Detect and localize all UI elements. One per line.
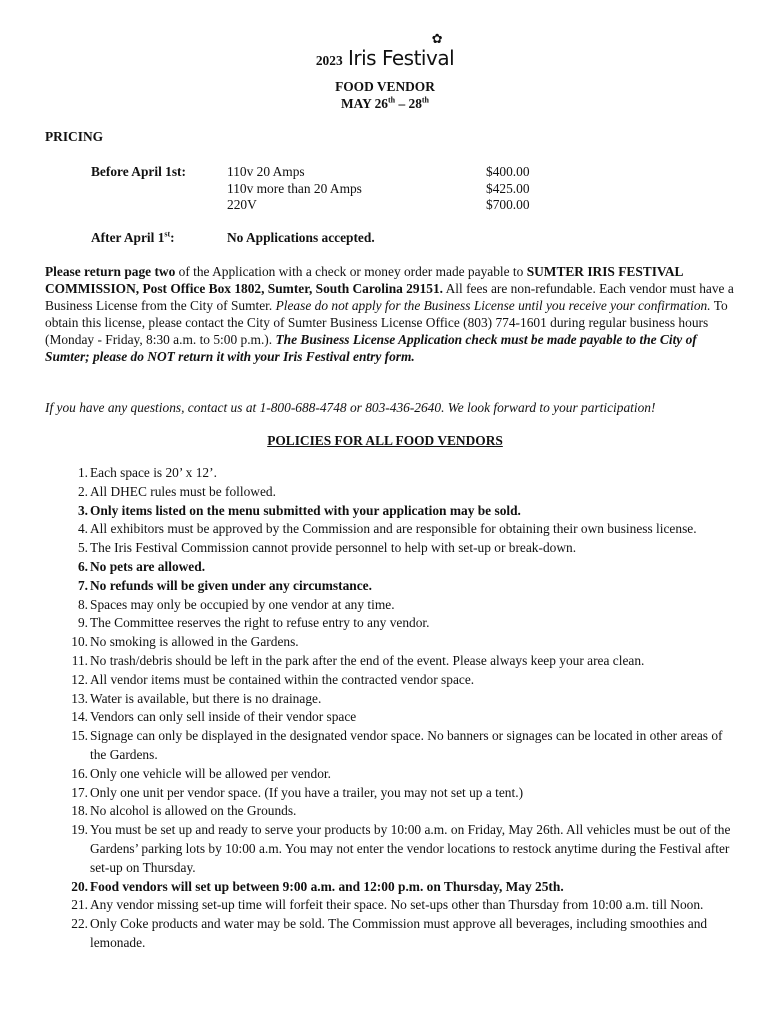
policy-text: Only items listed on the menu submitted with your application may be sold.: [90, 502, 521, 518]
iris-flower-icon: ✿: [431, 32, 443, 47]
policy-item: [45, 690, 735, 709]
para-text: of the Application with a check or money order made payable to: [175, 264, 527, 279]
policy-item: [45, 558, 735, 577]
policy-text: All exhibitors must be approved by the Commission and are responsible for obtaining their own business license.: [90, 521, 697, 537]
after-april-label: [91, 230, 175, 246]
policy-number: 5.: [77, 540, 88, 556]
policy-item: [45, 596, 735, 615]
policy-number: 14.: [71, 709, 88, 725]
dates-start: MAY 26: [340, 96, 388, 111]
policy-text: No trash/debris should be left in the park after the end of the event. Please always keep your area clean.: [90, 652, 645, 668]
policy-item: [45, 633, 735, 652]
header-year: 2023: [315, 53, 343, 68]
policy-item: [45, 765, 735, 784]
header-subtitle: FOOD VENDOR: [335, 79, 435, 94]
policy-number: 20.: [71, 878, 88, 894]
policy-item: [45, 802, 735, 821]
policy-text: Only one vehicle will be allowed per vendor.: [90, 765, 331, 781]
policy-item: [45, 878, 735, 897]
price-item-amount: $700.00: [486, 197, 530, 212]
dates-end: – 28: [395, 96, 422, 111]
policy-text: No alcohol is allowed on the Grounds.: [90, 803, 297, 819]
pricing-heading: PRICING: [45, 129, 104, 144]
policy-number: 18.: [71, 803, 88, 819]
policy-item: [45, 784, 735, 803]
policy-number: 1.: [77, 465, 88, 480]
policy-item: [45, 577, 735, 596]
policy-number: 6.: [77, 558, 88, 574]
policy-number: 16.: [71, 765, 88, 781]
policy-number: 7.: [77, 577, 88, 593]
price-item-desc: 110v 20 Amps: [227, 164, 305, 179]
policy-number: 4.: [77, 521, 88, 537]
policy-number: 21.: [71, 897, 88, 913]
policies-list: [45, 464, 735, 953]
policy-text: No pets are allowed.: [90, 558, 206, 574]
policy-number: 10.: [71, 634, 88, 650]
policy-item: [45, 539, 735, 558]
after-label-colon: :: [170, 230, 175, 245]
policy-number: 3.: [77, 502, 88, 518]
policy-number: 15.: [71, 728, 88, 744]
payee-address: SUMTER IRIS FESTIVAL COMMISSION, Post Office Box 1802, Sumter, South Carolina 29151.: [45, 264, 683, 296]
policy-number: 22.: [71, 916, 88, 932]
policy-text: All DHEC rules must be followed.: [90, 483, 276, 499]
policy-item: [45, 821, 735, 877]
license-note: Please do not apply for the Business License until you receive your confirmation.: [275, 298, 711, 313]
policy-text: Only one unit per vendor space. (If you have a trailer, you may not set up a tent.): [90, 784, 524, 800]
after-label-text: After April 1: [91, 230, 165, 245]
policy-item: [45, 483, 735, 502]
policy-item: [45, 708, 735, 727]
header-title: [0, 32, 770, 70]
policy-number: 9.: [77, 615, 88, 631]
policy-item: [45, 464, 735, 483]
policy-text: The Iris Festival Commission cannot provide personnel to help with set-up or break-down.: [90, 540, 577, 556]
policy-item: [45, 652, 735, 671]
policy-item: [45, 614, 735, 633]
policy-text: Water is available, but there is no drainage.: [90, 690, 322, 706]
policy-item: [45, 915, 735, 953]
contact-paragraph: If you have any questions, contact us at 1-800-688-4748 or 803-436-2640. We look forward to your participation!: [45, 400, 656, 415]
policy-number: 19.: [71, 822, 88, 838]
price-item-desc: 110v more than 20 Amps: [227, 180, 362, 196]
policy-text: Food vendors will set up between 9:00 a.m. and 12:00 p.m. on Thursday, May 25th.: [90, 878, 564, 894]
policy-number: 2.: [77, 483, 88, 499]
price-amounts: [486, 164, 530, 214]
policy-number: 17.: [71, 784, 88, 800]
policy-number: 11.: [71, 652, 88, 668]
policy-item: [45, 502, 735, 521]
policy-text: Any vendor missing set-up time will forfeit their space. No set-ups other than Thursday from 10:00 a.m. till Noon.: [90, 897, 704, 913]
policy-text: You must be set up and ready to serve your products by 10:00 a.m. on Friday, May 26th. All vehicles must be out of the Gardens’ parking lots by 10:00 a.m. You may not enter the vendor locations to restock anytime during the Festival after set-up on Thursday.: [90, 822, 731, 875]
policies-heading: POLICIES FOR ALL FOOD VENDORS: [267, 433, 503, 448]
after-april-text: No Applications accepted.: [227, 230, 375, 245]
policy-number: 12.: [71, 671, 88, 687]
policy-number: 8.: [77, 596, 88, 612]
policy-item: [45, 520, 735, 539]
policy-text: Spaces may only be occupied by one vendor at any time.: [90, 596, 395, 612]
policy-item: [45, 671, 735, 690]
iris-festival-logo: [348, 32, 455, 70]
dates-end-suffix: th: [421, 95, 430, 105]
price-item-amount: $425.00: [486, 180, 530, 196]
policy-item: [45, 896, 735, 915]
header-dates: [0, 96, 770, 112]
price-item-amount: $400.00: [486, 164, 530, 179]
price-item-desc: 220V: [227, 197, 257, 212]
logo-text: Iris Festival: [348, 46, 455, 70]
instructions-paragraph: [45, 263, 735, 365]
policy-number: 13.: [71, 690, 88, 706]
return-instruction: Please return page two: [45, 264, 176, 279]
price-descriptions: [227, 164, 362, 214]
license-check-note: The Business License Application check must be made payable to the City of Sumter; please do NOT return it with your Iris Festival entry form.: [45, 332, 697, 364]
before-april-label: Before April 1st:: [91, 164, 186, 179]
para-text: To obtain this license, please contact the City of Sumter Business License Office (803) 774-1601 during regular business hours (Monday - Friday, 8:30 a.m. to 5:00 p.m.).: [45, 298, 728, 347]
policy-text: No refunds will be given under any circumstance.: [90, 577, 372, 593]
dates-start-suffix: th: [387, 95, 396, 105]
policy-text: Signage can only be displayed in the designated vendor space. No banners or signages can be located in other areas of the Gardens.: [90, 728, 723, 762]
para-text: All fees are non-refundable. Each vendor must have a Business License from the City of Sumter.: [45, 281, 734, 313]
policy-text: The Committee reserves the right to refuse entry to any vendor.: [90, 615, 430, 631]
policy-text: All vendor items must be contained within the contracted vendor space.: [90, 671, 475, 687]
policy-item: [45, 727, 735, 765]
policy-text: No smoking is allowed in the Gardens.: [90, 634, 299, 650]
policy-text: Only Coke products and water may be sold. The Commission must approve all beverages, including smoothies and lemonade.: [90, 916, 708, 950]
policy-text: Each space is 20’ x 12’.: [90, 465, 217, 480]
policy-text: Vendors can only sell inside of their vendor space: [90, 709, 357, 725]
after-label-sup: st: [164, 229, 171, 239]
